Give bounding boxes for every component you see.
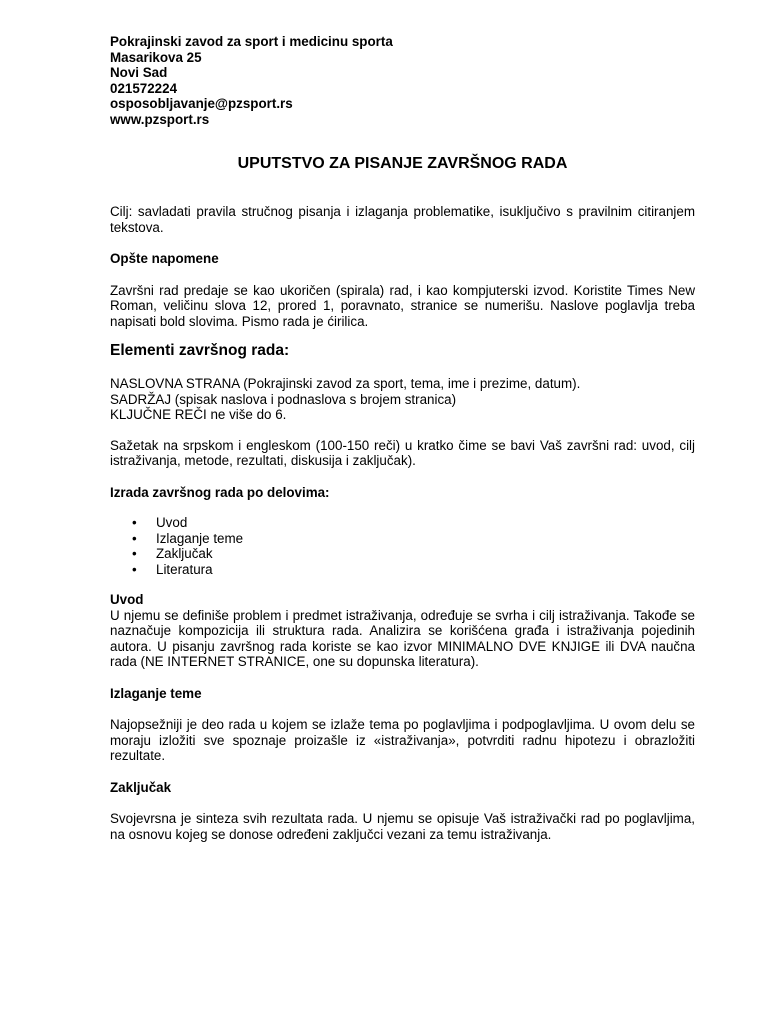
conclusion-text: Svojevrsna je sinteza svih rezultata rada. U njemu se opisuje Vaš istraživački rad po poglavljima, na osnovu kojeg se donose određeni zaključci vezani za temu istraživanja. (110, 811, 695, 842)
topic-text: Najopsežniji je deo rada u kojem se izlaže tema po poglavljima i podpoglavljima. U ovom delu se moraju izložiti sve spoznaje proizašle iz «istraživanja», potvrditi radnu hipotezu i obrazložiti rezultate. (110, 717, 695, 763)
topic-heading: Izlaganje teme (110, 685, 202, 701)
elements-keywords: KLJUČNE REČI ne više do 6. (110, 407, 287, 422)
parts-list (110, 515, 695, 577)
list-item: • Izlaganje teme (132, 530, 244, 546)
list-item: • Zaključak (132, 546, 213, 561)
institution-name: Pokrajinski zavod za sport i medicinu sporta (110, 34, 393, 49)
list-item: • Literatura (132, 561, 213, 577)
institution-header (110, 34, 695, 127)
bullet-icon: • (132, 561, 137, 577)
summary-paragraph: Sažetak na srpskom i engleskom (100-150 reči) u kratko čime se bavi Vaš završni rad: uvod, cilj istraživanja, metode, rezultati, diskusija i zaključak). (110, 437, 695, 468)
bullet-icon: • (132, 530, 137, 546)
parts-heading: Izrada završnog rada po delovima: (110, 484, 330, 500)
goal-paragraph: Cilj: savladati pravila stručnog pisanja i izlaganja problematike, isuključivo s pravilnim citiranjem tekstova. (110, 204, 695, 235)
institution-email: osposobljavanje@pzsport.rs (110, 96, 293, 111)
list-item: • Uvod (132, 515, 188, 530)
bullet-icon: • (132, 515, 137, 530)
elements-heading: Elementi završnog rada: (110, 342, 290, 359)
institution-website: www.pzsport.rs (110, 111, 210, 127)
institution-city: Novi Sad (110, 65, 168, 80)
institution-street: Masarikova 25 (110, 49, 202, 65)
document-page (110, 34, 695, 842)
general-notes-heading: Opšte napomene (110, 251, 219, 266)
institution-phone: 021572224 (110, 80, 178, 96)
intro-heading: Uvod (110, 592, 144, 607)
bullet-icon: • (132, 546, 137, 561)
general-notes-text: Završni rad predaje se kao ukoričen (spirala) rad, i kao kompjuterski izvod. Koristite Times New Roman, veličinu slova 12, prored 1, poravnato, stranice se numerišu. Naslove poglavlja treba napisati bold slovima. Pismo rada je ćirilica. (110, 282, 695, 329)
elements-title-page: NASLOVNA STRANA (Pokrajinski zavod za sport, tema, ime i prezime, datum). (110, 376, 581, 391)
elements-contents: SADRŽAJ (spisak naslova i podnaslova s brojem stranica) (110, 391, 457, 407)
conclusion-heading: Zaključak (110, 779, 172, 795)
document-title: UPUTSTVO ZA PISANJE ZAVRŠNOG RADA (237, 155, 568, 172)
intro-text: U njemu se definiše problem i predmet istraživanja, određuje se svrha i cilj istraživanja. Takođe se naznačuje kompozicija ili struktura rada. Analizira se korišćena građa i istraživanja pojedinih autora. U pisanju završnog rada koriste se kao izvor MINIMALNO DVE KNJIGE ili DVA naučna rada (NE INTERNET STRANICE, one su dopunska literatura). (110, 607, 695, 669)
